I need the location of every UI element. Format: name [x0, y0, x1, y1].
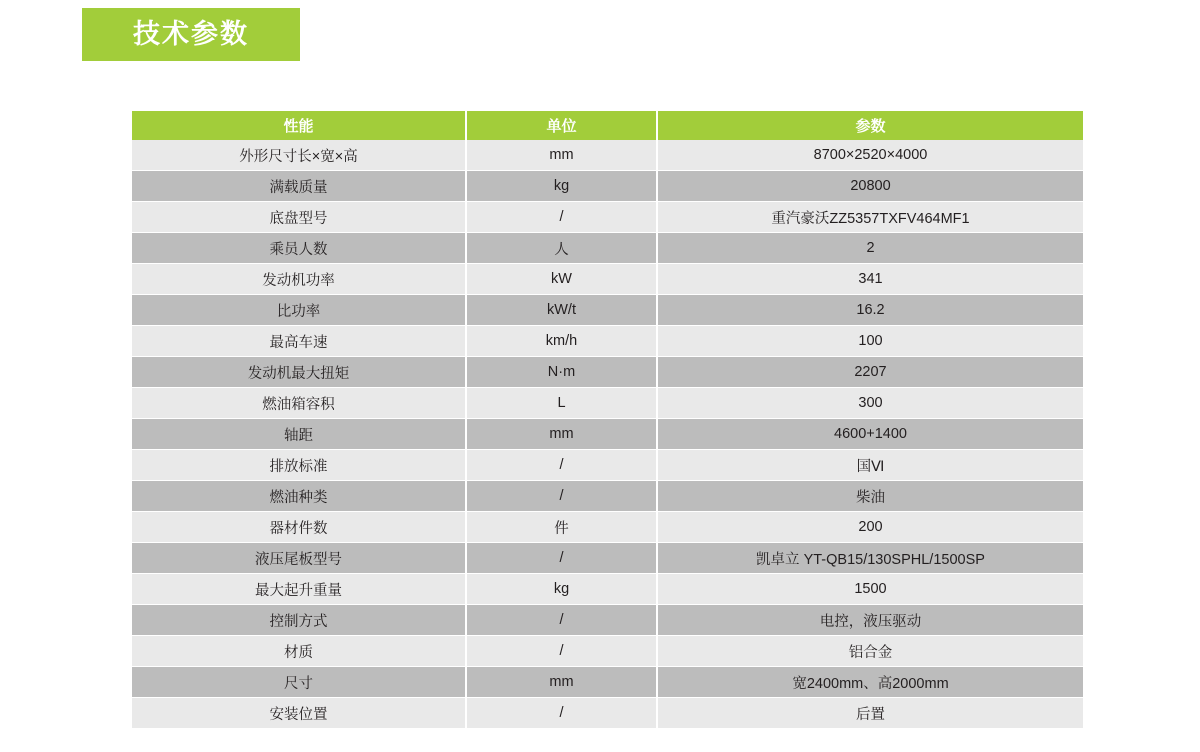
- cell-parameter: 2207: [657, 357, 1083, 388]
- cell-parameter: 铝合金: [657, 636, 1083, 667]
- table-row: [132, 388, 1083, 419]
- table-row: [132, 667, 1083, 698]
- cell-performance: 安装位置: [132, 698, 466, 729]
- cell-unit: mm: [466, 667, 657, 698]
- cell-unit: L: [466, 388, 657, 419]
- cell-parameter: 柴油: [657, 481, 1083, 512]
- cell-parameter: 2: [657, 233, 1083, 264]
- column-header-performance: 性能: [132, 111, 466, 140]
- cell-unit: mm: [466, 140, 657, 171]
- table-header-row: [132, 111, 1083, 140]
- cell-performance: 材质: [132, 636, 466, 667]
- cell-unit: kg: [466, 574, 657, 605]
- cell-performance: 器材件数: [132, 512, 466, 543]
- cell-parameter: 16.2: [657, 295, 1083, 326]
- cell-performance: 最大起升重量: [132, 574, 466, 605]
- table-row: [132, 357, 1083, 388]
- table-row: [132, 419, 1083, 450]
- cell-parameter: 1500: [657, 574, 1083, 605]
- cell-unit: kW/t: [466, 295, 657, 326]
- cell-performance: 外形尺寸长×宽×高: [132, 140, 466, 171]
- cell-parameter: 国Ⅵ: [657, 450, 1083, 481]
- table-row: [132, 295, 1083, 326]
- table-row: [132, 202, 1083, 233]
- cell-performance: 燃油种类: [132, 481, 466, 512]
- cell-performance: 排放标准: [132, 450, 466, 481]
- cell-unit: /: [466, 202, 657, 233]
- cell-parameter: 4600+1400: [657, 419, 1083, 450]
- table-row: [132, 605, 1083, 636]
- cell-parameter: 凯卓立 YT-QB15/130SPHL/1500SP: [657, 543, 1083, 574]
- cell-performance: 尺寸: [132, 667, 466, 698]
- table-row: [132, 140, 1083, 171]
- cell-performance: 最高车速: [132, 326, 466, 357]
- cell-parameter: 341: [657, 264, 1083, 295]
- cell-unit: /: [466, 636, 657, 667]
- cell-unit: kW: [466, 264, 657, 295]
- table-row: [132, 450, 1083, 481]
- cell-unit: /: [466, 543, 657, 574]
- page-title: 技术参数: [133, 19, 249, 49]
- cell-parameter: 100: [657, 326, 1083, 357]
- cell-performance: 发动机最大扭矩: [132, 357, 466, 388]
- spec-table-container: [132, 111, 1083, 729]
- cell-unit: 件: [466, 512, 657, 543]
- table-row: [132, 481, 1083, 512]
- cell-performance: 燃油箱容积: [132, 388, 466, 419]
- cell-performance: 满载质量: [132, 171, 466, 202]
- cell-performance: 发动机功率: [132, 264, 466, 295]
- technical-specifications-table: [132, 111, 1083, 729]
- cell-parameter: 20800: [657, 171, 1083, 202]
- cell-unit: km/h: [466, 326, 657, 357]
- cell-performance: 轴距: [132, 419, 466, 450]
- page-title-badge: [82, 8, 300, 61]
- table-row: [132, 574, 1083, 605]
- cell-performance: 底盘型号: [132, 202, 466, 233]
- cell-unit: mm: [466, 419, 657, 450]
- cell-parameter: 电控，液压驱动: [657, 605, 1083, 636]
- cell-unit: /: [466, 698, 657, 729]
- cell-performance: 液压尾板型号: [132, 543, 466, 574]
- cell-unit: kg: [466, 171, 657, 202]
- cell-parameter: 重汽豪沃ZZ5357TXFV464MF1: [657, 202, 1083, 233]
- cell-performance: 乘员人数: [132, 233, 466, 264]
- table-row: [132, 264, 1083, 295]
- table-row: [132, 233, 1083, 264]
- cell-unit: /: [466, 481, 657, 512]
- column-header-parameter: 参数: [657, 111, 1083, 140]
- column-header-unit: 单位: [466, 111, 657, 140]
- cell-parameter: 后置: [657, 698, 1083, 729]
- cell-parameter: 300: [657, 388, 1083, 419]
- table-row: [132, 636, 1083, 667]
- cell-parameter: 宽2400mm、高2000mm: [657, 667, 1083, 698]
- cell-unit: /: [466, 450, 657, 481]
- cell-unit: 人: [466, 233, 657, 264]
- table-row: [132, 326, 1083, 357]
- cell-parameter: 8700×2520×4000: [657, 140, 1083, 171]
- cell-performance: 控制方式: [132, 605, 466, 636]
- table-row: [132, 171, 1083, 202]
- cell-unit: /: [466, 605, 657, 636]
- table-row: [132, 512, 1083, 543]
- table-row: [132, 698, 1083, 729]
- table-row: [132, 543, 1083, 574]
- cell-unit: N·m: [466, 357, 657, 388]
- cell-parameter: 200: [657, 512, 1083, 543]
- cell-performance: 比功率: [132, 295, 466, 326]
